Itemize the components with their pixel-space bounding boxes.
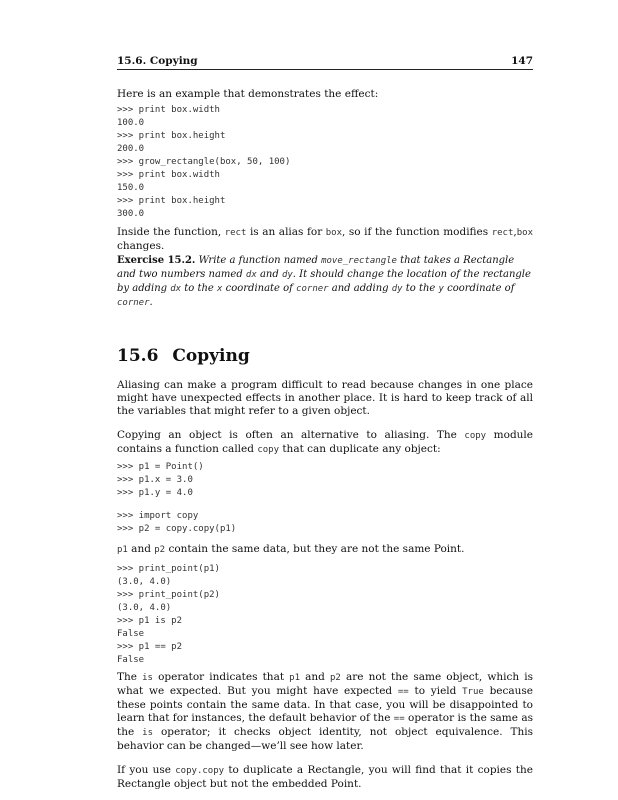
code-line: 300.0: [117, 209, 145, 219]
running-head-section: 15.6. Copying: [117, 55, 198, 67]
section-number: 15.6: [117, 346, 159, 366]
code-line: >>> import copy: [117, 511, 199, 521]
code-line: >>> p1 == p2: [117, 642, 183, 652]
code-line: (3.0, 4.0): [117, 577, 172, 587]
code-line: 100.0: [117, 118, 145, 128]
code-line: >>> print box.width: [117, 105, 220, 115]
code-block-box: [117, 104, 533, 221]
code-line: >>> p1.y = 4.0: [117, 488, 193, 498]
code-line: >>> print box.height: [117, 131, 226, 141]
code-line: >>> p1.x = 3.0: [117, 475, 193, 485]
section-title: Copying: [172, 346, 250, 366]
section-heading: [117, 346, 533, 366]
code-line: False: [117, 655, 145, 665]
aliasing-paragraph: Aliasing can make a program difficult to read because changes in one place might have unexpected effects in another place. It is hard to keep track of all the variables that might refer to a given object.: [117, 379, 533, 417]
code-line: >>> p1 is p2: [117, 616, 183, 626]
page-number: 147: [511, 55, 533, 67]
code-line: >>> grow_rectangle(box, 50, 100): [117, 157, 291, 167]
final-paragraph: If you use copy.copy to duplicate a Rectangle, you will find that it copies the Rectangle object but not the embedded Point.: [117, 764, 533, 790]
code-line: 200.0: [117, 144, 145, 154]
copying-paragraph: Copying an object is often an alternative to aliasing. The copy module contains a function called copy that can duplicate any object:: [117, 429, 534, 455]
code-block-point: [117, 461, 533, 500]
code-line: >>> print box.height: [117, 196, 226, 206]
exercise-label: Exercise 15.2.: [117, 255, 196, 266]
running-head: [117, 55, 533, 70]
code-line: >>> p1 = Point(): [117, 462, 204, 472]
code-line: (3.0, 4.0): [117, 603, 172, 613]
alias-paragraph: Inside the function, rect is an alias for box, so if the function modifies rect,box changes.: [117, 226, 534, 252]
same-data-paragraph: p1 and p2 contain the same data, but they are not the same Point.: [117, 543, 465, 555]
code-block-copy: [117, 510, 533, 536]
code-line: >>> print_point(p1): [117, 564, 220, 574]
code-line: >>> print box.width: [117, 170, 220, 180]
code-line: 150.0: [117, 183, 145, 193]
intro-paragraph: Here is an example that demonstrates the effect:: [117, 88, 379, 100]
code-line: >>> print_point(p2): [117, 590, 220, 600]
code-line: >>> p2 = copy.copy(p1): [117, 524, 237, 534]
exercise-15-2: Exercise 15.2. Write a function named move_rectangle that takes a Rectangle and two numbers named dx and dy. It should change the location of the rectangle by adding dx to the x coordinate of corner and adding dy to the y coordinate of corner.: [117, 255, 531, 308]
is-operator-paragraph: The is operator indicates that p1 and p2 are not the same object, which is what we expected. But you might have expected == to yield True because these points contain the same data. In that case, you will be disappointed to learn that for instances, the default behavior of the == operator is the same as the is operator; it checks object identity, not object equivalence. This behavior can be changed—we’ll see how later.: [117, 671, 534, 752]
code-block-compare: [117, 563, 533, 667]
page: [117, 55, 533, 791]
code-line: False: [117, 629, 145, 639]
